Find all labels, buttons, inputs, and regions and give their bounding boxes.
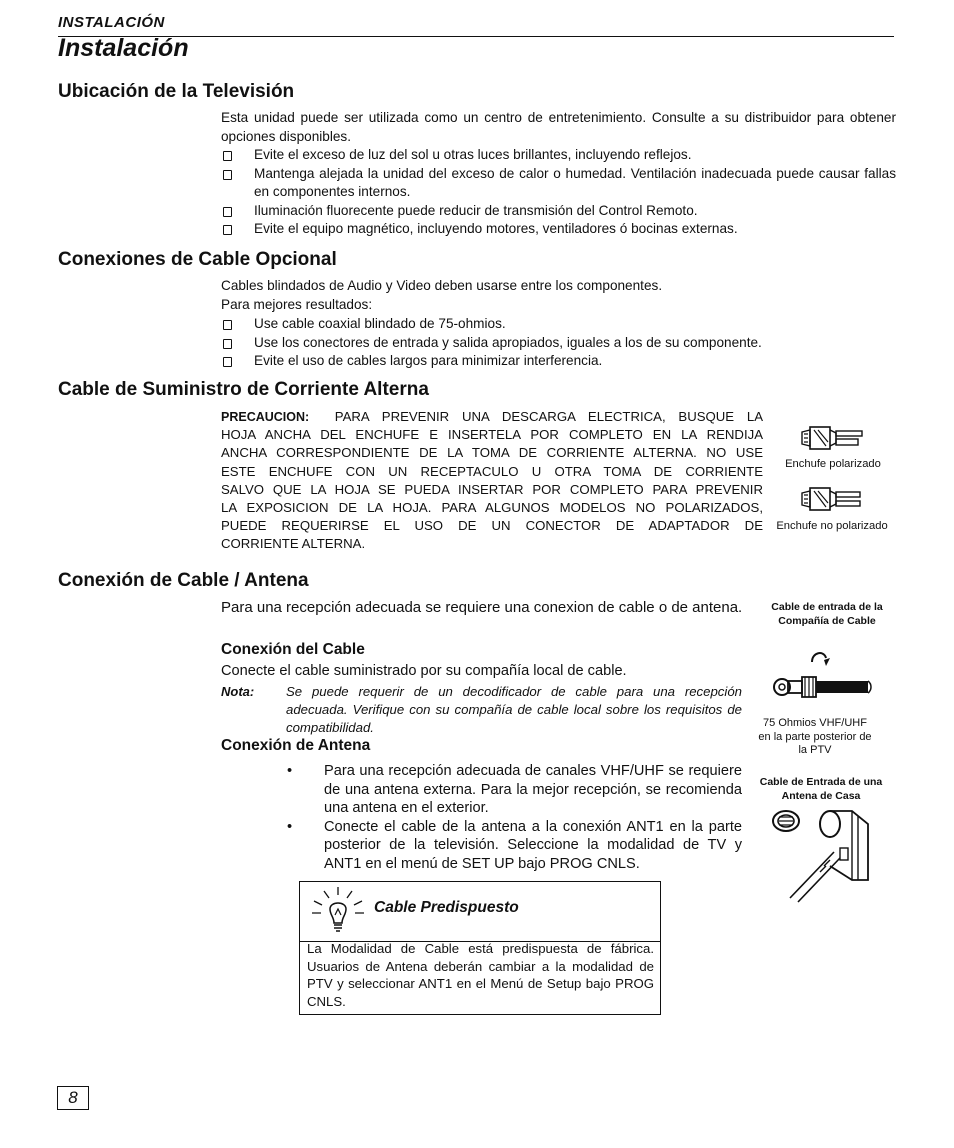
caution-label: PRECAUCION: <box>221 410 310 424</box>
location-list <box>221 146 896 239</box>
section-heading-cable-antenna: Conexión de Cable / Antena <box>58 570 309 591</box>
checkbox-bullet-icon <box>223 339 232 349</box>
list-item: Iluminación fluorecente puede reducir de transmisión del Control Remoto. <box>221 202 896 221</box>
list-item: Evite el exceso de luz del sol u otras luces brillantes, incluyendo reflejos. <box>221 146 896 165</box>
checkbox-bullet-icon <box>223 357 232 367</box>
checkbox-bullet-icon <box>223 151 232 161</box>
list-item: Mantenga alejada la unidad del exceso de calor o humedad. Ventilación inadecuada puede causar fallas en componentes internos. <box>221 165 896 202</box>
note-label: Nota: <box>221 684 255 699</box>
list-item: Evite el equipo magnético, incluyendo motores, ventiladores ó bocinas externas. <box>221 220 896 239</box>
page-number: 8 <box>68 1088 78 1107</box>
section-heading-location: Ubicación de la Televisión <box>58 81 295 102</box>
tip-title: Cable Predispuesto <box>374 899 519 916</box>
list-item: Use los conectores de entrada y salida apropiados, iguales a los de su componente. <box>221 334 896 353</box>
caution-text: PRECAUCION: PARA PREVENIR UNA DESCARGA ELECTRICA, BUSQUE LA HOJA ANCHA DEL ENCHUFE E INSERTELA POR COMPLETO EN LA RENDIJA ANCHA CORRESPONDIENTE DE LA TOMA DE CORRIENTE ALTERNA. NO USE ESTE ENCHUFE CON UN RECEPTACULO U OTRA TOMA DE CORRIENTE SALVO QUE LA HOJA SE PUEDA INSERTAR POR COMPLETO PARA PREVENIR LA EXPOSICION DE LA HOJA. PARA ALGUNOS MODELOS NO POLARIZADOS, PUEDE REQUERIRSE EL USO DE UN CONECTOR DE ADAPTADOR DE CORRIENTE ALTERNA. <box>221 409 763 552</box>
list-item: • Conecte el cable de la antena a la conexión ANT1 en la parte posterior de la televisión. Seleccione la modalidad de TV y ANT1 en el menú de SET UP bajo PROG CNLS. <box>287 818 742 872</box>
section-heading-ac-power: Cable de Suministro de Corriente Alterna <box>58 379 429 400</box>
list-item: Evite el uso de cables largos para minimizar interferencia. <box>221 352 896 371</box>
subheading-cable: Conexión del Cable <box>221 641 365 658</box>
location-intro: Esta unidad puede ser utilizada como un centro de entretenimiento. Consulte a su distribuidor para obtener opciones disponibles. <box>221 110 896 144</box>
list-item: Use cable coaxial blindado de 75-ohmios. <box>221 315 896 334</box>
caption-polarized-plug: Enchufe polarizado <box>785 458 881 470</box>
subheading-antenna: Conexión de Antena <box>221 737 371 754</box>
optional-cable-line2: Para mejores resultados: <box>221 297 373 312</box>
checkbox-bullet-icon <box>223 225 232 235</box>
optional-cable-list <box>221 315 896 371</box>
list-item: • Para una recepción adecuada de canales VHF/UHF se requiere de una antena externa. Para la mejor recepción, se recomienda una antena en el exterior. <box>287 763 742 816</box>
caption-cable-input: Cable de entrada de la Compañía de Cable <box>771 601 883 627</box>
tip-body: La Modalidad de Cable está predispuesta de fábrica. Usuarios de Antena deberán cambiar a la modalidad de PTV y seleccionar ANT1 en el Menú de Setup bajo PROG CNLS. <box>307 941 654 1009</box>
polarized-plug-icon <box>800 424 866 452</box>
caption-nonpolarized-plug: Enchufe no polarizado <box>776 520 888 532</box>
antenna-transformer-icon <box>768 806 872 906</box>
cable-antenna-intro: Para una recepción adecuada se requiere una conexion de cable o de antena. <box>221 599 743 616</box>
optional-cable-line1: Cables blindados de Audio y Video deben usarse entre los componentes. <box>221 278 663 293</box>
antenna-list <box>287 762 742 873</box>
lightbulb-icon <box>308 885 368 933</box>
non-polarized-plug-icon <box>800 485 866 513</box>
checkbox-bullet-icon <box>223 170 232 180</box>
note-text: Se puede requerir de un decodificador de cable para una recepción adecuada. Verifique con su compañía de cable local sobre los requisitos de compatibilidad. <box>286 684 742 735</box>
section-heading-optional-cable: Conexiones de Cable Opcional <box>58 249 337 270</box>
caption-75-ohm: 75 Ohmios VHF/UHF en la parte posterior de la PTV <box>758 717 872 756</box>
cable-text: Conecte el cable suministrado por su compañía local de cable. <box>221 663 627 679</box>
page-title: Instalación <box>58 34 189 62</box>
coax-cable-connector-icon <box>768 646 874 708</box>
checkbox-bullet-icon <box>223 207 232 217</box>
checkbox-bullet-icon <box>223 320 232 330</box>
caption-antenna-input: Cable de Entrada de una Antena de Casa <box>759 776 883 802</box>
running-head: INSTALACIÓN <box>58 14 165 31</box>
